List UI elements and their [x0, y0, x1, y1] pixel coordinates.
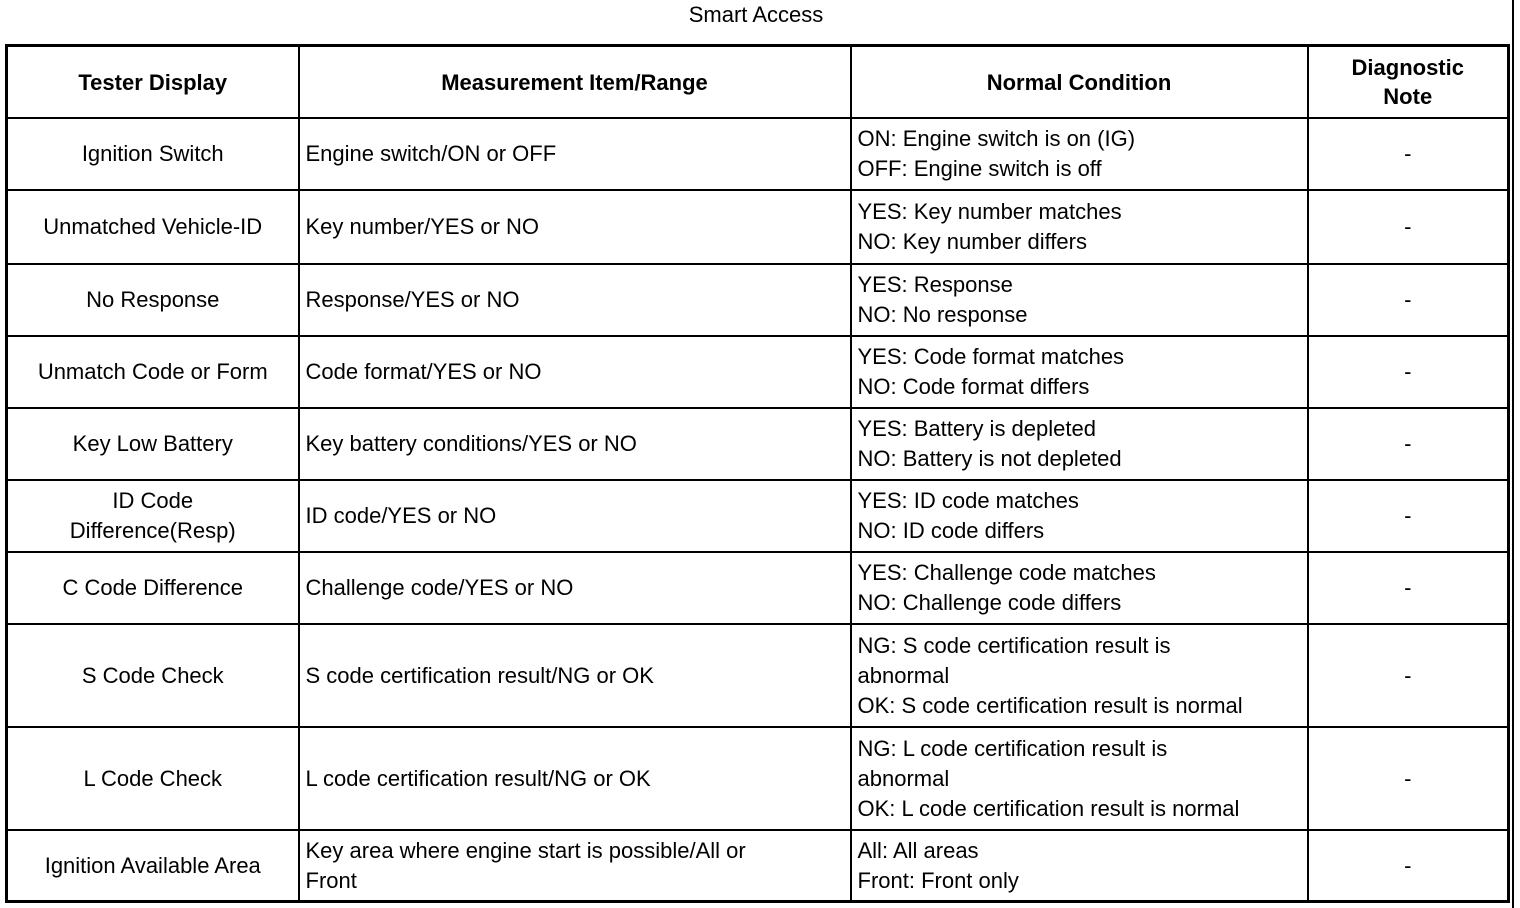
cell-normal-condition-line: NO: Battery is not depleted [857, 446, 1122, 471]
cell-measurement-line: Key number/YES or NO [305, 214, 540, 239]
cell-diagnostic-note: - [1308, 624, 1509, 727]
cell-measurement-line: Response/YES or NO [305, 287, 520, 312]
cell-normal-condition-line: NO: Key number differs [857, 229, 1087, 254]
table-row [7, 190, 1509, 264]
smart-access-table [5, 44, 1510, 903]
cell-measurement [299, 480, 851, 552]
cell-measurement-line: Code format/YES or NO [305, 359, 542, 384]
cell-tester-display-line: ID Code [112, 488, 194, 513]
cell-normal-condition-line: YES: Response [857, 272, 1013, 297]
cell-normal-condition-line: abnormal [857, 662, 950, 688]
cell-normal-condition [851, 830, 1308, 902]
header-diagnostic-note [1308, 46, 1509, 119]
cell-diagnostic-note: - [1308, 727, 1509, 830]
cell-tester-display-line: S Code Check [81, 662, 224, 688]
cell-measurement-line: ID code/YES or NO [305, 503, 497, 528]
cell-measurement [299, 624, 851, 727]
header-measurement: Measurement Item/Range [299, 46, 851, 119]
cell-measurement-line: Key area where engine start is possible/All or [305, 837, 746, 863]
cell-normal-condition-line: OFF: Engine switch is off [857, 156, 1102, 181]
table-row [7, 336, 1509, 408]
cell-tester-display-line: Unmatch Code or Form [37, 359, 268, 384]
cell-normal-condition [851, 408, 1308, 480]
cell-tester-display [7, 118, 299, 190]
cell-tester-display [7, 480, 299, 552]
cell-normal-condition-line: YES: ID code matches [857, 488, 1079, 513]
table-body [7, 118, 1509, 902]
cell-normal-condition-line: NG: S code certification result is [857, 632, 1171, 658]
table-row [7, 830, 1509, 902]
table-row [7, 118, 1509, 190]
cell-measurement-line: L code certification result/NG or OK [305, 765, 651, 791]
cell-diagnostic-note: - [1308, 480, 1509, 552]
cell-normal-condition [851, 624, 1308, 727]
cell-measurement-line: S code certification result/NG or OK [305, 662, 654, 688]
cell-normal-condition [851, 190, 1308, 264]
cell-tester-display [7, 830, 299, 902]
table-row [7, 480, 1509, 552]
cell-tester-display [7, 190, 299, 264]
cell-measurement-line: Engine switch/ON or OFF [305, 141, 557, 166]
table-row [7, 552, 1509, 624]
cell-measurement [299, 727, 851, 830]
cell-diagnostic-note: - [1308, 336, 1509, 408]
cell-normal-condition-line: ON: Engine switch is on (IG) [857, 126, 1136, 151]
cell-diagnostic-note: - [1308, 830, 1509, 902]
cell-normal-condition [851, 552, 1308, 624]
cell-tester-display-line: C Code Difference [62, 575, 244, 600]
cell-tester-display [7, 552, 299, 624]
cell-diagnostic-note: - [1308, 118, 1509, 190]
table-row [7, 624, 1509, 727]
cell-normal-condition-line: NG: L code certification result is [857, 735, 1168, 761]
cell-tester-display-line: Ignition Switch [81, 141, 224, 166]
cell-normal-condition-line: OK: L code certification result is normal [857, 795, 1240, 821]
cell-measurement [299, 830, 851, 902]
cell-normal-condition-line: YES: Key number matches [857, 199, 1122, 224]
cell-normal-condition-line: NO: Challenge code differs [857, 590, 1122, 615]
cell-measurement [299, 408, 851, 480]
cell-normal-condition-line: YES: Code format matches [857, 344, 1125, 369]
cell-measurement [299, 264, 851, 336]
cell-tester-display-line: Ignition Available Area [44, 852, 261, 878]
cell-tester-display-line: No Response [86, 287, 220, 312]
page-title: Smart Access [688, 2, 824, 27]
cell-measurement [299, 190, 851, 264]
header-note-line2: Note [1383, 84, 1433, 109]
cell-normal-condition-line: YES: Battery is depleted [857, 416, 1096, 441]
header-normal-condition: Normal Condition [851, 46, 1308, 119]
cell-tester-display-line: L Code Check [83, 765, 223, 791]
cell-diagnostic-note: - [1308, 552, 1509, 624]
cell-tester-display [7, 336, 299, 408]
cell-diagnostic-note: - [1308, 408, 1509, 480]
cell-normal-condition-line: Front: Front only [857, 867, 1019, 893]
cell-normal-condition-line: YES: Challenge code matches [857, 560, 1156, 585]
cell-tester-display-line: Difference(Resp) [69, 518, 236, 543]
cell-measurement [299, 552, 851, 624]
cell-measurement-line: Challenge code/YES or NO [305, 575, 574, 600]
cell-tester-display-line: Key Low Battery [72, 431, 233, 456]
cell-tester-display [7, 624, 299, 727]
cell-measurement [299, 118, 851, 190]
cell-measurement-line: Front [305, 867, 357, 893]
table-row [7, 408, 1509, 480]
table-row [7, 264, 1509, 336]
cell-normal-condition [851, 727, 1308, 830]
cell-normal-condition-line: NO: ID code differs [857, 518, 1045, 543]
cell-normal-condition [851, 336, 1308, 408]
cell-tester-display [7, 264, 299, 336]
table-header-row [7, 46, 1509, 119]
cell-normal-condition [851, 264, 1308, 336]
cell-measurement [299, 336, 851, 408]
cell-normal-condition [851, 118, 1308, 190]
page-frame-line [1512, 0, 1514, 908]
header-note-line1: Diagnostic [1351, 55, 1464, 80]
cell-diagnostic-note: - [1308, 190, 1509, 264]
cell-normal-condition-line: NO: No response [857, 302, 1028, 327]
cell-normal-condition-line: All: All areas [857, 837, 979, 863]
cell-normal-condition-line: NO: Code format differs [857, 374, 1090, 399]
cell-normal-condition-line: abnormal [857, 765, 950, 791]
table-row [7, 727, 1509, 830]
cell-normal-condition-line: OK: S code certification result is normal [857, 692, 1243, 718]
cell-tester-display [7, 727, 299, 830]
header-tester-display: Tester Display [7, 46, 299, 119]
cell-tester-display [7, 408, 299, 480]
cell-diagnostic-note: - [1308, 264, 1509, 336]
cell-normal-condition [851, 480, 1308, 552]
cell-tester-display-line: Unmatched Vehicle-ID [43, 214, 263, 239]
cell-measurement-line: Key battery conditions/YES or NO [305, 431, 637, 456]
